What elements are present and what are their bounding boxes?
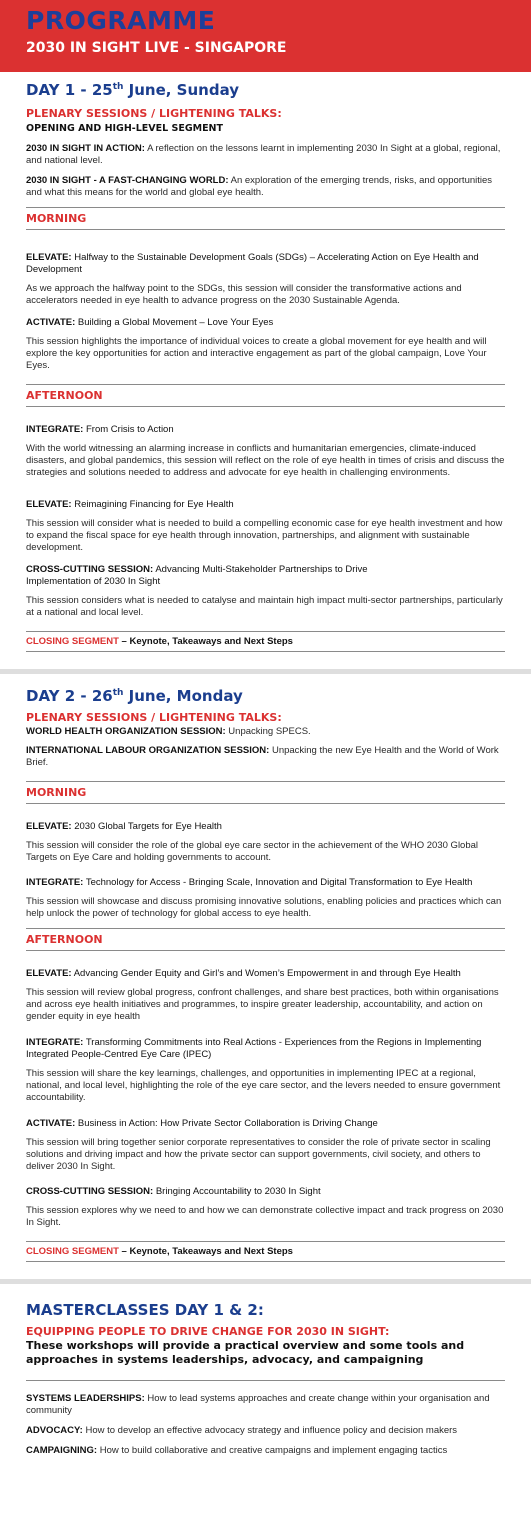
- page-header: [0, 0, 531, 72]
- session-description: This session highlights the importance of individual voices to create a global movement for eye health and will explore the key opportunities for action and interactive engagement as part of the global campaign, Love Your Eyes.: [26, 336, 487, 371]
- session-description: This session will showcase and discuss promising innovative solutions, enabling policies and practices which can help unlock the power of technology for global access to eye health.: [26, 896, 502, 919]
- day1-plenary-item: 2030 IN SIGHT IN ACTION: A reflection on the lessons learnt in implementing 2030 In Sight at a global, regional, and national level.: [26, 143, 501, 166]
- session-title: ELEVATE: Reimagining Financing for Eye Health: [26, 499, 234, 510]
- session-title: ELEVATE: Halfway to the Sustainable Development Goals (SDGs) – Accelerating Action on Eye Health and Development: [26, 252, 479, 275]
- section-divider: [0, 1279, 531, 1284]
- session-description: This session will consider what is needed to build a compelling economic case for eye health investment and how to expand the fiscal space for eye health through innovation, partnerships, and alignment with sustainable development.: [26, 518, 503, 553]
- masterclass-item: SYSTEMS LEADERSHIPS: How to lead systems approaches and create change within your organisation and community: [26, 1393, 490, 1416]
- session-description: This session considers what is needed to catalyse and maintain high impact multi-sector partnerships, particularly at a national and local level.: [26, 595, 503, 618]
- day1-plenary-heading: PLENARY SESSIONS / LIGHTENING TALKS:: [26, 107, 282, 120]
- masterclass-item: ADVOCACY: How to develop an effective advocacy strategy and influence policy and decision makers: [26, 1425, 458, 1436]
- divider-line: [26, 803, 505, 804]
- divider-line: [26, 384, 505, 385]
- day1-closing-segment: CLOSING SEGMENT – Keynote, Takeaways and Next Steps: [26, 636, 293, 647]
- session-title: ELEVATE: 2030 Global Targets for Eye Health: [26, 821, 222, 832]
- divider-line: [26, 1261, 505, 1262]
- day2-afternoon-heading: AFTERNOON: [26, 933, 103, 946]
- day1-plenary-item: 2030 IN SIGHT - A FAST-CHANGING WORLD: An exploration of the emerging trends, risks, and opportunities and what this means for the world and global eye health.: [26, 175, 493, 198]
- page-title: PROGRAMME: [26, 6, 216, 35]
- masterclass-red-heading: EQUIPPING PEOPLE TO DRIVE CHANGE FOR 2030 IN SIGHT:: [26, 1325, 390, 1338]
- page-subtitle: 2030 IN SIGHT LIVE - SINGAPORE: [26, 40, 287, 56]
- day1-title: DAY 1 - 25th June, Sunday: [26, 81, 240, 99]
- session-title: ACTIVATE: Business in Action: How Private Sector Collaboration is Driving Change: [26, 1118, 378, 1129]
- day2-title: DAY 2 - 26th June, Monday: [26, 687, 243, 705]
- day1-opening-heading: OPENING AND HIGH-LEVEL SEGMENT: [26, 123, 223, 134]
- session-title: CROSS-CUTTING SESSION: Advancing Multi-Stakeholder Partnerships to Drive Implementation of 2030 In Sight: [26, 564, 368, 587]
- day2-plenary-heading: PLENARY SESSIONS / LIGHTENING TALKS:: [26, 711, 282, 724]
- divider-line: [26, 781, 505, 782]
- session-description: As we approach the halfway point to the SDGs, this session will consider the transformative actions and accelerators needed in eye health to advance progress on the 2030 Sustainable Agenda.: [26, 283, 462, 306]
- divider-line: [26, 406, 505, 407]
- day1-morning-heading: MORNING: [26, 212, 87, 225]
- masterclass-item: CAMPAIGNING: How to build collaborative and creative campaigns and implement engaging tactics: [26, 1445, 448, 1456]
- divider-line: [26, 631, 505, 632]
- session-description: This session will share the key learnings, challenges, and opportunities in implementing IPEC at a regional, national, and local level, highlighting the role of the eye care sector, and the levers needed to ensure government accountability.: [26, 1068, 501, 1103]
- divider-line: [26, 950, 505, 951]
- day2-section: [0, 686, 531, 1262]
- session-title: CROSS-CUTTING SESSION: Bringing Accountability to 2030 In Sight: [26, 1186, 321, 1197]
- masterclass-subheading: These workshops will provide a practical overview and some tools and approaches in systems leaderships, advocacy, and campaigning: [26, 1339, 465, 1366]
- divider-line: [26, 207, 505, 208]
- divider-line: [26, 1241, 505, 1242]
- session-description: This session will bring together senior corporate representatives to consider the role of private sector in scaling solutions and driving impact and how the private sector can support governments, civil society, and others to deliver 2030 In Sight.: [26, 1137, 491, 1172]
- section-divider: [0, 669, 531, 674]
- session-description: This session explores why we need to and how we can demonstrate collective impact and track progress on 2030 In Sight.: [26, 1205, 504, 1228]
- session-description: With the world witnessing an alarming increase in conflicts and humanitarian emergencies, climate-induced disasters, and global pandemics, this session will reflect on the role of eye health in times of crisis and discuss the strategies and solutions needed to address and advocate for eye health in challenging environments.: [26, 443, 505, 478]
- session-description: This session will consider the role of the global eye care sector in the achievement of the WHO 2030 Global Targets on Eye Care and holding governments to account.: [26, 840, 479, 863]
- divider-line: [26, 651, 505, 652]
- masterclass-section: [0, 1300, 531, 1457]
- session-title: INTEGRATE: Technology for Access - Bringing Scale, Innovation and Digital Transformation to Eye Health: [26, 877, 473, 888]
- session-title: INTEGRATE: From Crisis to Action: [26, 424, 174, 435]
- day2-plenary-item: WORLD HEALTH ORGANIZATION SESSION: Unpacking SPECS.: [26, 726, 311, 737]
- divider-line: [26, 1380, 505, 1381]
- divider-line: [26, 928, 505, 929]
- day2-plenary-item: INTERNATIONAL LABOUR ORGANIZATION SESSION: Unpacking the new Eye Health and the World of Work Brief.: [26, 745, 499, 768]
- day1-section: [0, 80, 531, 652]
- day2-morning-heading: MORNING: [26, 786, 87, 799]
- session-title: INTEGRATE: Transforming Commitments into Real Actions - Experiences from the Regions in Implementing Integrated People-Centred Eye Care (IPEC): [26, 1037, 482, 1060]
- session-description: This session will review global progress, confront challenges, and share best practices, both within organisations and across eye health initiatives and programmes, to inspire greater leadership, accountability, and action on gender equity in eye health: [26, 987, 499, 1022]
- day2-closing-segment: CLOSING SEGMENT – Keynote, Takeaways and Next Steps: [26, 1246, 293, 1257]
- masterclass-title: MASTERCLASSES DAY 1 & 2:: [26, 1301, 264, 1319]
- divider-line: [26, 229, 505, 230]
- session-title: ELEVATE: Advancing Gender Equity and Girl’s and Women’s Empowerment in and through Eye Health: [26, 968, 461, 979]
- session-title: ACTIVATE: Building a Global Movement – Love Your Eyes: [26, 317, 274, 328]
- day1-afternoon-heading: AFTERNOON: [26, 389, 103, 402]
